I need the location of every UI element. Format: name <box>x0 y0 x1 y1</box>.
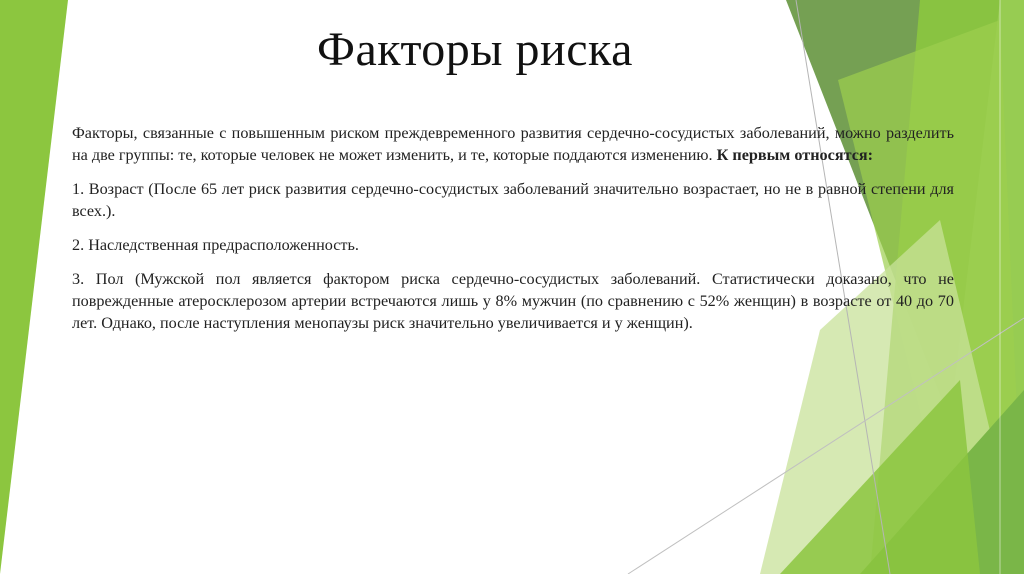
slide-title: Факторы риска <box>317 23 633 76</box>
list-item-age: 1. Возраст (После 65 лет риск развития сердечно-сосудистых заболеваний значительно возрастает, но не в равной степени для всех.). <box>72 180 954 220</box>
list-item-sex: 3. Пол (Мужской пол является фактором риска сердечно-сосудистых заболеваний. Статистически доказано, что не поврежденные атеросклерозом артерии встречаются лишь у 8% мужчин (по сравнению с 52% женщин) в возрасте от 40 до 70 лет. Однако, после наступления менопаузы риск значительно увеличивается и у женщин). <box>72 270 954 332</box>
intro-bold-text: К первым относятся: <box>716 146 874 164</box>
intro-paragraph <box>72 122 954 166</box>
intro-text: Факторы, связанные с повышенным риском преждевременного развития сердечно-сосудистых заболеваний, можно разделить на две группы: те, которые человек не может изменить, и те, которые поддаются изменению. <box>72 124 954 164</box>
list-item-heredity: 2. Наследственная предрасположенность. <box>72 236 359 254</box>
slide-body <box>72 122 954 346</box>
left-green-shape <box>0 0 68 574</box>
